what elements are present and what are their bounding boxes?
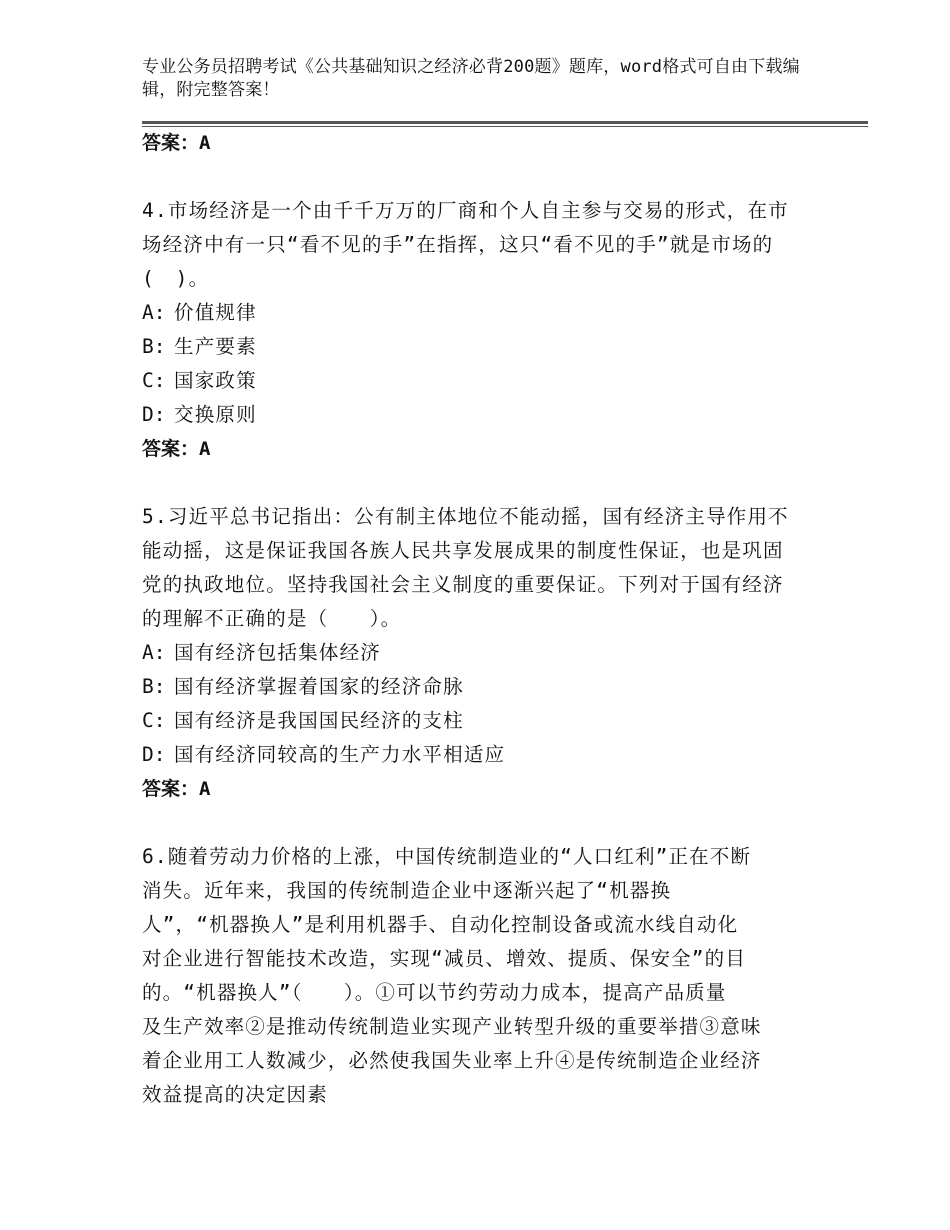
option-c — [142, 364, 797, 398]
question-stem-line: 6.随着劳动力价格的上涨，中国传统制造业的“人口红利”正在不断 — [142, 845, 752, 868]
question-stem-line: 着企业用工人数减少，必然使我国失业率上升④是传统制造企业经济 — [142, 1049, 762, 1072]
option-d — [142, 738, 797, 772]
question-content — [142, 126, 797, 1112]
answer: 答案：A — [142, 778, 211, 800]
option-text: 国有经济是我国国民经济的支柱 — [174, 709, 464, 732]
option-label: C: — [142, 369, 166, 392]
question-stem: 5.习近平总书记指出：公有制主体地位不能动摇，国有经济主导作用不能动摇，这是保证我国各族人民共享发展成果的制度性保证，也是巩固党的执政地位。坚持我国社会主义制度的重要保证。下列对于国有经济的理解不正确的是（ ）。 — [142, 505, 789, 630]
page-header: 专业公务员招聘考试《公共基础知识之经济必背200题》题库，word格式可自由下载编辑，附完整答案！ — [142, 57, 800, 100]
option-label: B: — [142, 335, 166, 358]
answer: 答案：A — [142, 438, 211, 460]
option-text: 生产要素 — [174, 335, 257, 358]
option-text: 价值规律 — [174, 301, 257, 324]
question-6 — [142, 840, 797, 1112]
option-b — [142, 330, 797, 364]
option-label: D: — [142, 403, 166, 426]
question-stem-line: 的。“机器换人”（ ）。①可以节约劳动力成本，提高产品质量 — [142, 981, 727, 1004]
option-a — [142, 636, 797, 670]
option-a — [142, 296, 797, 330]
question-stem-line: 效益提高的决定因素 — [142, 1083, 328, 1106]
option-label: C: — [142, 709, 166, 732]
option-label: B: — [142, 675, 166, 698]
question-stem-line: 对企业进行智能技术改造，实现“减员、增效、提质、保安全”的目 — [142, 947, 746, 970]
question-4 — [142, 194, 797, 466]
question-stem-line: 人”，“机器换人”是利用机器手、自动化控制设备或流水线自动化 — [142, 913, 739, 936]
option-b — [142, 670, 797, 704]
option-text: 国有经济同较高的生产力水平相适应 — [174, 743, 506, 766]
question-stem-line: 消失。近年来，我国的传统制造企业中逐渐兴起了“机器换 — [142, 879, 672, 902]
option-c — [142, 704, 797, 738]
question-5 — [142, 500, 797, 806]
option-d — [142, 398, 797, 432]
header-rule-thick — [142, 121, 868, 124]
option-label: D: — [142, 743, 166, 766]
previous-answer: 答案：A — [142, 132, 211, 154]
option-label: A: — [142, 641, 166, 664]
option-text: 国有经济包括集体经济 — [174, 641, 382, 664]
option-text: 国有经济掌握着国家的经济命脉 — [174, 675, 464, 698]
option-text: 国家政策 — [174, 369, 257, 392]
option-text: 交换原则 — [174, 403, 257, 426]
question-stem: 4.市场经济是一个由千千万万的厂商和个人自主参与交易的形式，在市场经济中有一只“看不见的手”在指挥，这只“看不见的手”就是市场的( )。 — [142, 199, 789, 290]
option-label: A: — [142, 301, 166, 324]
question-stem-line: 及生产效率②是推动传统制造业实现产业转型升级的重要举措③意味 — [142, 1015, 762, 1038]
